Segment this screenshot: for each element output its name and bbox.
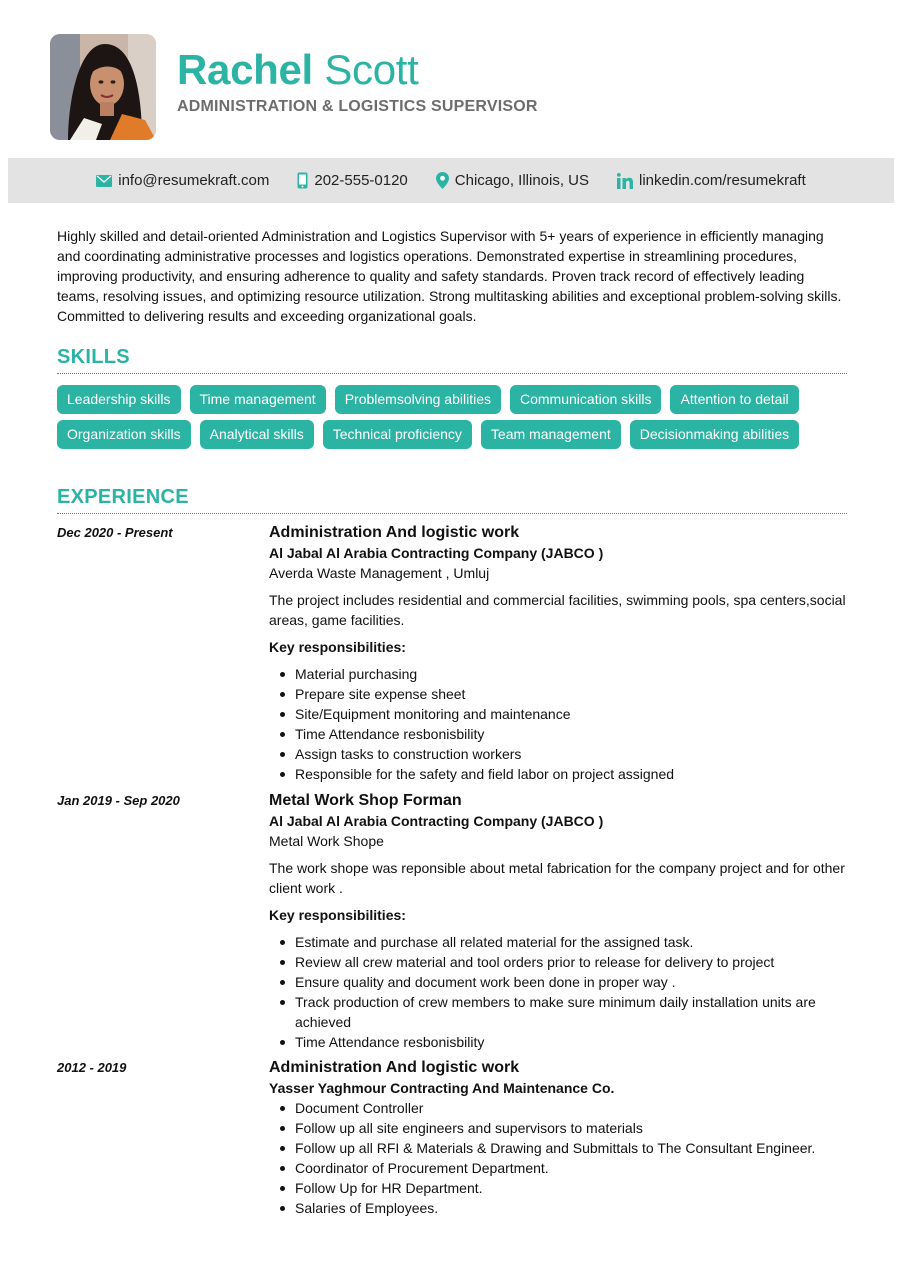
experience-heading: EXPERIENCE [57, 486, 189, 508]
job-description: The project includes residential and commercial facilities, swimming pools, spa centers,social areas, game facilities. [269, 592, 846, 628]
experience-divider [57, 513, 847, 514]
linkedin-icon [617, 173, 633, 189]
list-item: Estimate and purchase all related material for the assigned task. [269, 932, 847, 952]
summary-paragraph: Highly skilled and detail-oriented Administration and Logistics Supervisor with 5+ years of experience in efficiently managing and coordinating administrative processes and logistics operations. Demonstrated expertise in streamlining procedures, improving productivity, and ensuring adherence to quality and safety standards. Proven track record of effectively leading teams, resolving issues, and optimizing resource utilization. Strong multitasking abilities and exceptional problem-solving skills. Committed to delivering results and exceeding organizational goals. [57, 228, 842, 324]
responsibilities-heading: Key responsibilities: [269, 639, 406, 655]
job-date: 2012 - 2019 [57, 1060, 127, 1075]
profile-photo [50, 34, 156, 140]
contact-bar [8, 158, 894, 203]
contact-location [436, 172, 589, 189]
list-item: Coordinator of Procurement Department. [269, 1158, 847, 1178]
email-text: info@resumekraft.com [118, 172, 270, 189]
job-location: Metal Work Shope [269, 833, 384, 849]
phone-icon [297, 172, 308, 189]
job-position: Administration And logistic work [269, 1059, 520, 1076]
list-item: Time Attendance resbonisbility [269, 724, 847, 744]
skills-divider [57, 373, 847, 374]
skill-tag: Time management [190, 385, 326, 414]
location-pin-icon [436, 172, 449, 189]
list-item: Responsible for the safety and field labor on project assigned [269, 764, 847, 784]
job-date: Jan 2019 - Sep 2020 [57, 793, 180, 808]
job-date: Dec 2020 - Present [57, 525, 173, 540]
list-item: Ensure quality and document work been done in proper way . [269, 972, 847, 992]
job-body [269, 791, 847, 1052]
responsibilities-list [269, 932, 847, 1052]
responsibilities-list [269, 1098, 847, 1218]
contact-phone[interactable] [297, 172, 407, 189]
responsibilities-list [269, 664, 847, 784]
list-item: Follow up all RFI & Materials & Drawing and Submittals to The Consultant Engineer. [269, 1138, 847, 1158]
list-item: Document Controller [269, 1098, 847, 1118]
contact-linkedin[interactable] [617, 172, 806, 189]
mail-icon [96, 175, 112, 187]
candidate-name [177, 46, 419, 94]
company-name: Al Jabal Al Arabia Contracting Company (JABCO ) [269, 813, 604, 829]
skill-tag: Technical proficiency [323, 420, 472, 449]
list-item: Track production of crew members to make sure minimum daily installation units are achieved [269, 992, 847, 1032]
skill-tag: Communication skills [510, 385, 661, 414]
job-location: Averda Waste Management , Umluj [269, 565, 490, 581]
list-item: Site/Equipment monitoring and maintenance [269, 704, 847, 724]
job-description: The work shope was reponsible about metal fabrication for the company project and for other client work . [269, 860, 845, 896]
company-name: Yasser Yaghmour Contracting And Maintenance Co. [269, 1080, 615, 1096]
skill-tag: Leadership skills [57, 385, 181, 414]
list-item: Material purchasing [269, 664, 847, 684]
last-name: Scott [324, 46, 419, 93]
job-title: ADMINISTRATION & LOGISTICS SUPERVISOR [177, 98, 538, 115]
skill-tag: Problemsolving abilities [335, 385, 501, 414]
linkedin-text: linkedin.com/resumekraft [639, 172, 806, 189]
list-item: Time Attendance resbonisbility [269, 1032, 847, 1052]
location-text: Chicago, Illinois, US [454, 172, 590, 189]
list-item: Salaries of Employees. [269, 1198, 847, 1218]
list-item: Follow up all site engineers and supervisors to materials [269, 1118, 847, 1138]
list-item: Follow Up for HR Department. [269, 1178, 847, 1198]
job-position: Metal Work Shop Forman [269, 792, 462, 809]
list-item: Prepare site expense sheet [269, 684, 847, 704]
contact-email[interactable] [96, 172, 269, 189]
phone-text: 202-555-0120 [314, 172, 408, 189]
skills-list [57, 385, 857, 449]
job-position: Administration And logistic work [269, 524, 520, 541]
skill-tag: Team management [481, 420, 621, 449]
company-name: Al Jabal Al Arabia Contracting Company (JABCO ) [269, 545, 604, 561]
first-name: Rachel [177, 46, 313, 93]
skills-heading: SKILLS [57, 346, 130, 368]
job-body [269, 1058, 847, 1218]
skill-tag: Decisionmaking abilities [630, 420, 799, 449]
skill-tag: Organization skills [57, 420, 191, 449]
job-body [269, 523, 847, 784]
skill-tag: Analytical skills [200, 420, 314, 449]
responsibilities-heading: Key responsibilities: [269, 907, 406, 923]
list-item: Assign tasks to construction workers [269, 744, 847, 764]
list-item: Review all crew material and tool orders prior to release for delivery to project [269, 952, 847, 972]
skill-tag: Attention to detail [670, 385, 798, 414]
